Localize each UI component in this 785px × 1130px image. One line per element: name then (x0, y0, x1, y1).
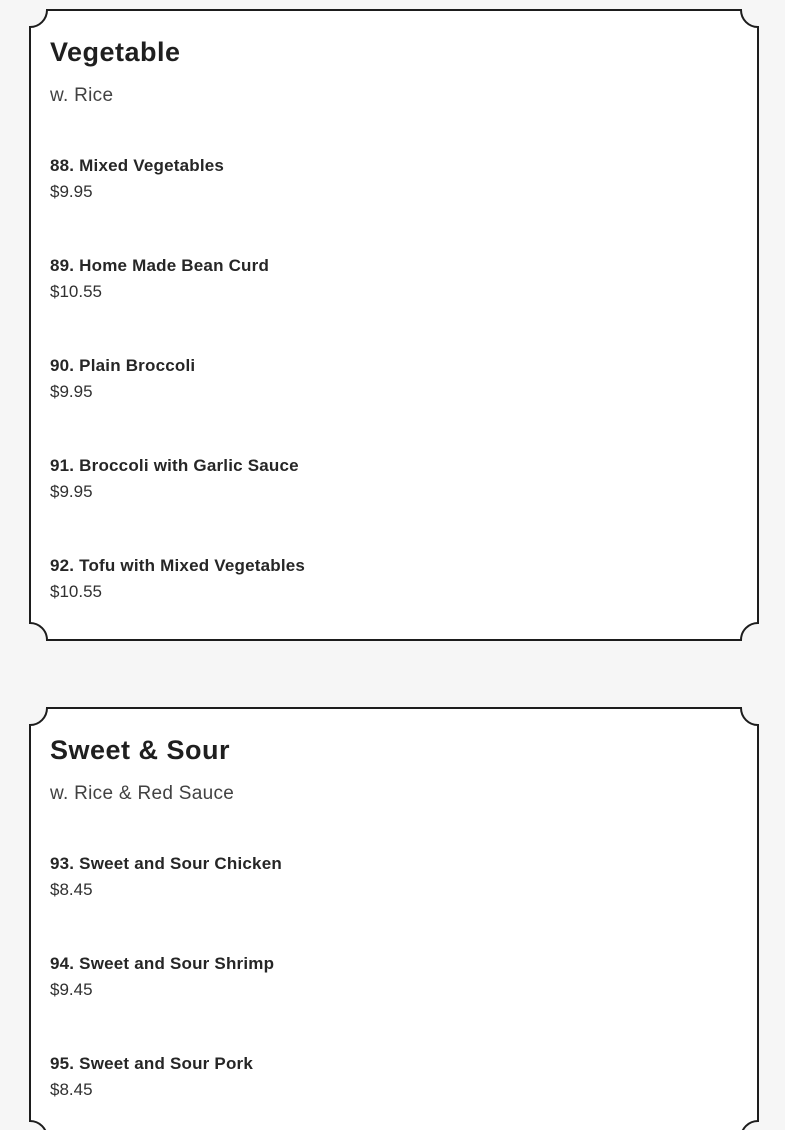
item-price: $8.45 (50, 1080, 93, 1099)
section-content (29, 707, 759, 1103)
item-name: 89. Home Made Bean Curd (50, 256, 270, 275)
item-price: $9.95 (50, 382, 93, 401)
menu-item (50, 851, 733, 903)
section-title: Sweet & Sour (50, 735, 231, 765)
item-price: $10.55 (50, 282, 102, 301)
menu-section-sweet-sour (29, 707, 759, 1130)
item-name: 93. Sweet and Sour Chicken (50, 854, 282, 873)
item-price: $8.45 (50, 880, 93, 899)
menu-item (50, 453, 733, 505)
menu-section-vegetable (29, 9, 759, 641)
item-name: 94. Sweet and Sour Shrimp (50, 954, 275, 973)
item-name: 90. Plain Broccoli (50, 356, 196, 375)
menu-items-list (50, 851, 733, 1103)
item-price: $9.45 (50, 980, 93, 999)
menu-item (50, 553, 733, 605)
section-subtitle: w. Rice & Red Sauce (50, 783, 235, 804)
section-title: Vegetable (50, 37, 181, 67)
section-content (29, 9, 759, 605)
section-subtitle: w. Rice (50, 85, 114, 106)
menu-item (50, 951, 733, 1003)
item-name: 92. Tofu with Mixed Vegetables (50, 556, 306, 575)
item-name: 88. Mixed Vegetables (50, 156, 225, 175)
menu-item (50, 1051, 733, 1103)
item-price: $9.95 (50, 482, 93, 501)
menu-items-list (50, 153, 733, 605)
menu-item (50, 353, 733, 405)
item-name: 91. Broccoli with Garlic Sauce (50, 456, 299, 475)
item-price: $10.55 (50, 582, 102, 601)
menu-item (50, 253, 733, 305)
item-name: 95. Sweet and Sour Pork (50, 1054, 253, 1073)
menu-item (50, 153, 733, 205)
item-price: $9.95 (50, 182, 93, 201)
